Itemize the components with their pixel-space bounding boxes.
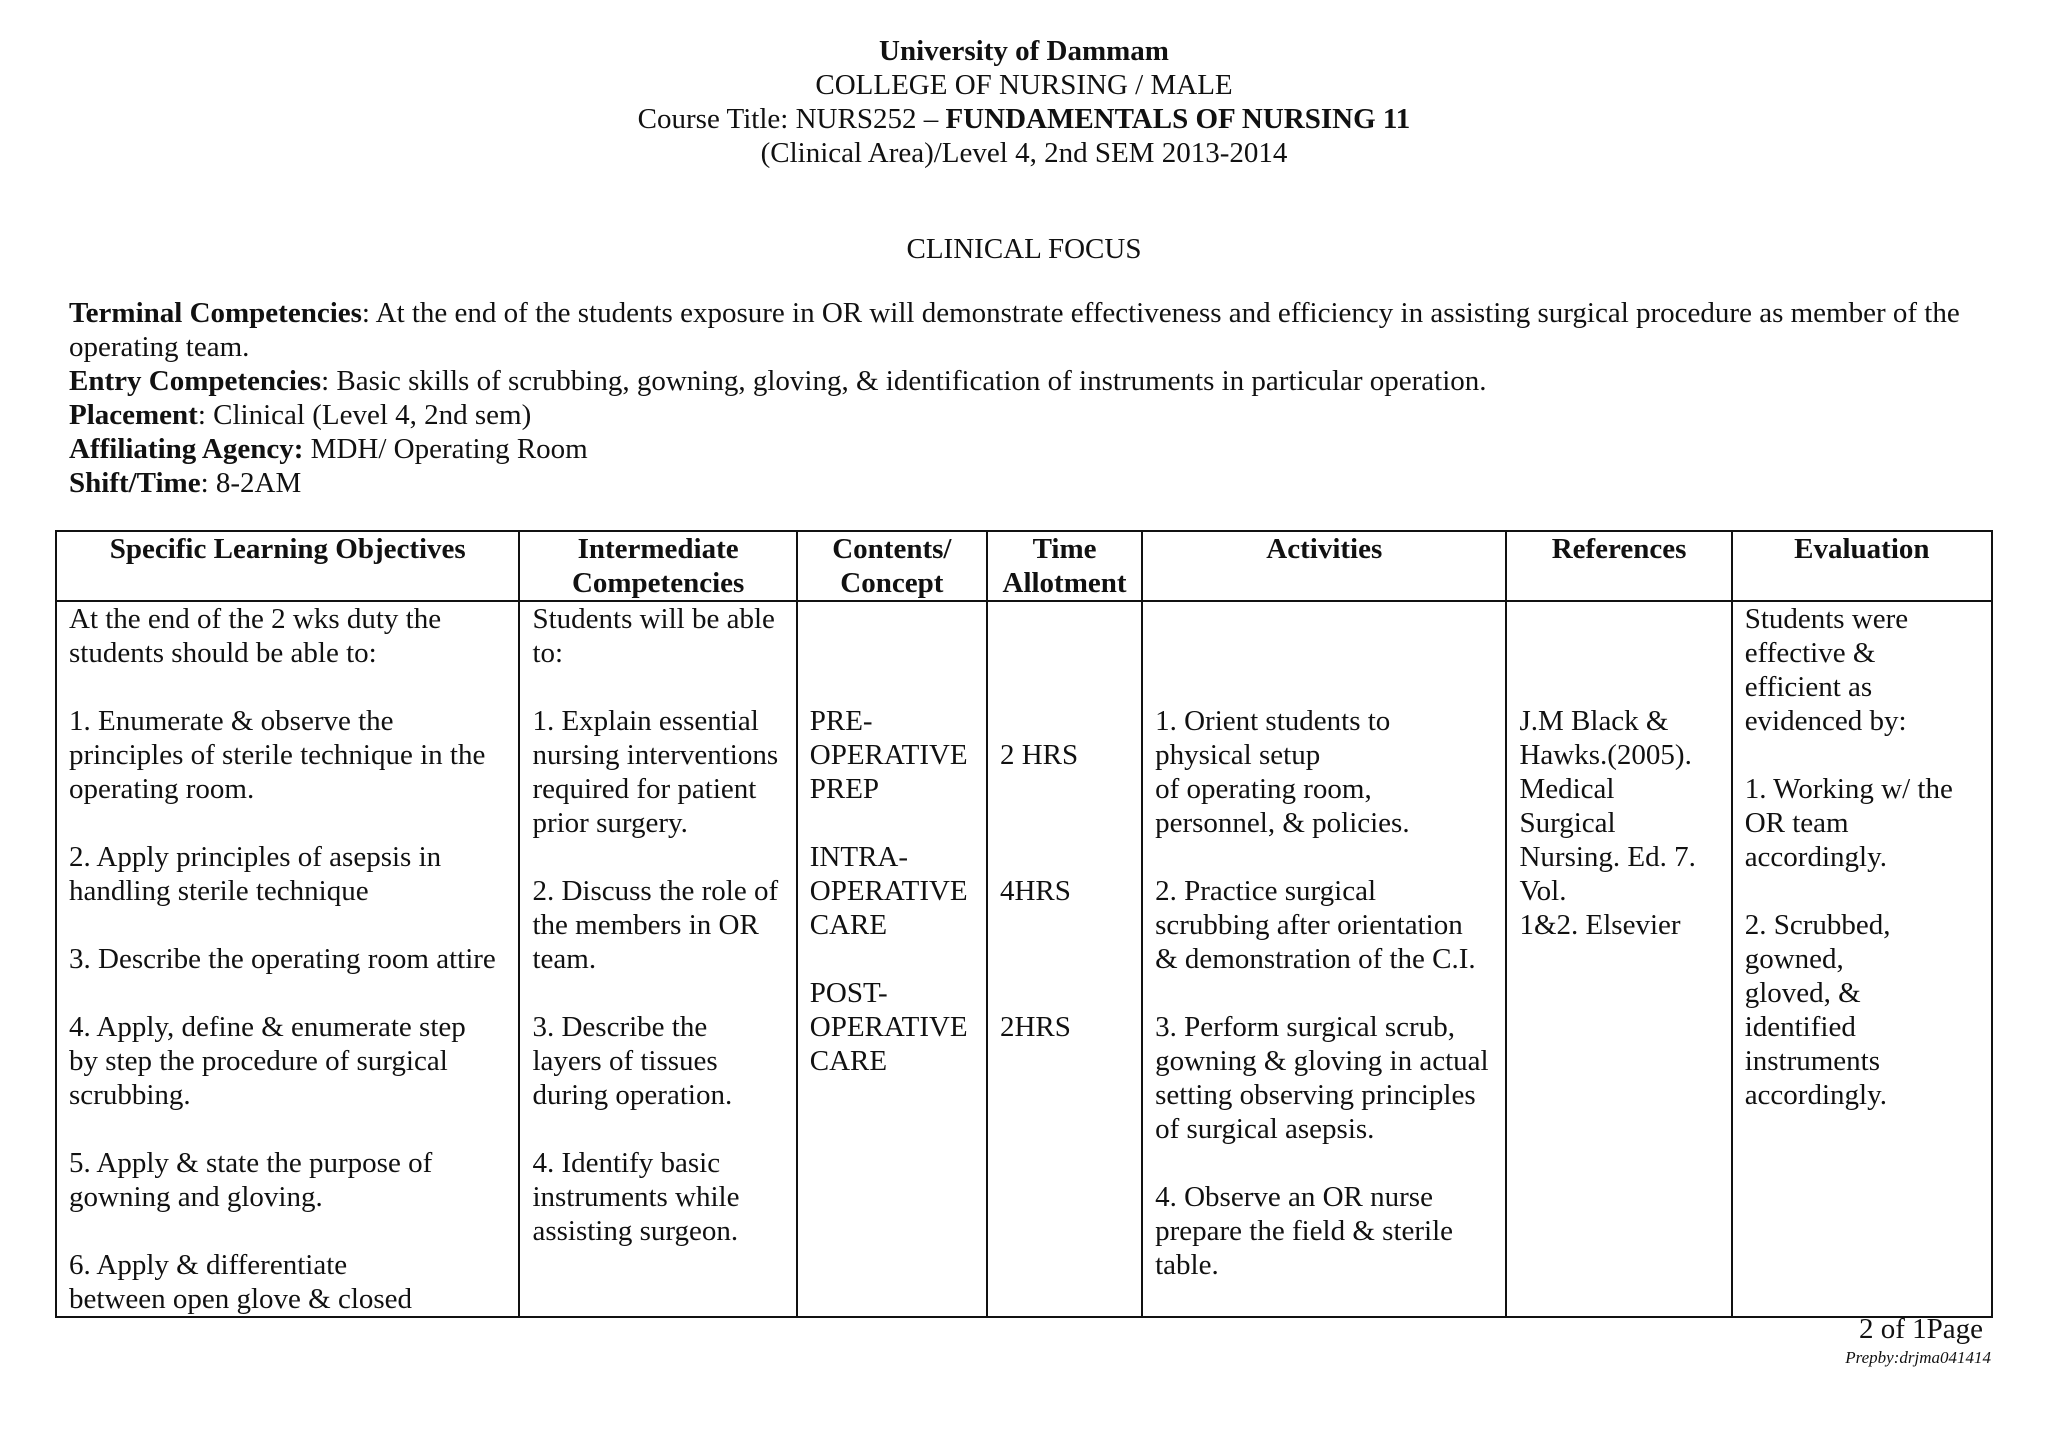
shift-time	[69, 466, 2019, 500]
entry-competencies	[69, 364, 2019, 398]
activities-cell: 1. Orient students to physical setup of operating room, personnel, & policies. 2. Practice surgical scrubbing after orientation & demonstration of the C.I. 3. Perform surgical scrub, gowning & gloving in actual setting observing principles of surgical asepsis. 4. Observe an OR nurse prepare the field & sterile table.	[1142, 601, 1506, 1317]
evaluation-cell: Students were effective & efficient as evidenced by: 1. Working w/ the OR team accordingly. 2. Scrubbed, gowned, gloved, & identified instruments accordingly.	[1732, 601, 1992, 1317]
terminal-label: Terminal Competencies	[69, 297, 362, 329]
header-time: Time Allotment	[987, 531, 1142, 601]
university-name: University of Dammam	[879, 35, 1169, 67]
time-cell: 2 HRS 4HRS 2HRS	[987, 601, 1142, 1317]
shift-label: Shift/Time	[69, 467, 201, 499]
intermediate-cell: Students will be able to: 1. Explain essential nursing interventions required for patient prior surgery. 2. Discuss the role of the members in OR team. 3. Describe the layers of tissues during operation. 4. Identify basic instruments while assisting surgeon.	[519, 601, 796, 1317]
placement-text: : Clinical (Level 4, 2nd sem)	[197, 399, 532, 431]
clinical-area-line: (Clinical Area)/Level 4, 2nd SEM 2013-2014	[760, 137, 1288, 169]
clinical-focus-title: CLINICAL FOCUS	[906, 233, 1142, 265]
header-contents: Contents/ Concept	[797, 531, 987, 601]
agency-label: Affiliating Agency:	[69, 433, 304, 465]
page-number: 2 of 1Page	[1858, 1313, 1983, 1345]
header-evaluation: Evaluation	[1732, 531, 1992, 601]
entry-label: Entry Competencies	[69, 365, 322, 397]
placement	[69, 398, 2019, 432]
table-header-row	[56, 531, 1992, 601]
header-activities: Activities	[1142, 531, 1506, 601]
terminal-competencies	[69, 296, 2019, 364]
terminal-text: : At the end of the students exposure in OR will demonstrate effectiveness and efficiency in assisting surgical procedure as member of the operating team.	[69, 297, 1960, 363]
contents-cell: PRE- OPERATIVE PREP INTRA- OPERATIVE CARE POST- OPERATIVE CARE	[797, 601, 987, 1317]
competencies-block	[69, 296, 2019, 500]
references-cell: J.M Black & Hawks.(2005). Medical Surgical Nursing. Ed. 7. Vol. 1&2. Elsevier	[1506, 601, 1731, 1317]
course-title-line	[0, 102, 2048, 136]
affiliating-agency	[69, 432, 2019, 466]
document-header	[0, 34, 2048, 170]
entry-text: : Basic skills of scrubbing, gowning, gloving, & identification of instruments in particular operation.	[321, 365, 1487, 397]
header-objectives: Specific Learning Objectives	[56, 531, 519, 601]
clinical-focus-table	[55, 530, 1993, 1318]
header-intermediate: Intermediate Competencies	[519, 531, 796, 601]
college-name: COLLEGE OF NURSING / MALE	[815, 69, 1233, 101]
agency-text: MDH/ Operating Room	[303, 433, 588, 465]
course-prefix: Course Title: NURS252 –	[637, 103, 946, 135]
prepared-by: Prepby:drjma041414	[1845, 1348, 1991, 1367]
header-references: References	[1506, 531, 1731, 601]
placement-label: Placement	[69, 399, 198, 431]
shift-text: : 8-2AM	[200, 467, 302, 499]
course-title: FUNDAMENTALS OF NURSING 11	[945, 103, 1411, 135]
table-row	[56, 601, 1992, 1317]
objectives-cell: At the end of the 2 wks duty the students should be able to: 1. Enumerate & observe the principles of sterile technique in the operating room. 2. Apply principles of asepsis in handling sterile technique 3. Describe the operating room attire 4. Apply, define & enumerate step by step the procedure of surgical scrubbing. 5. Apply & state the purpose of gowning and gloving. 6. Apply & differentiate between open glove & closed	[56, 601, 519, 1317]
